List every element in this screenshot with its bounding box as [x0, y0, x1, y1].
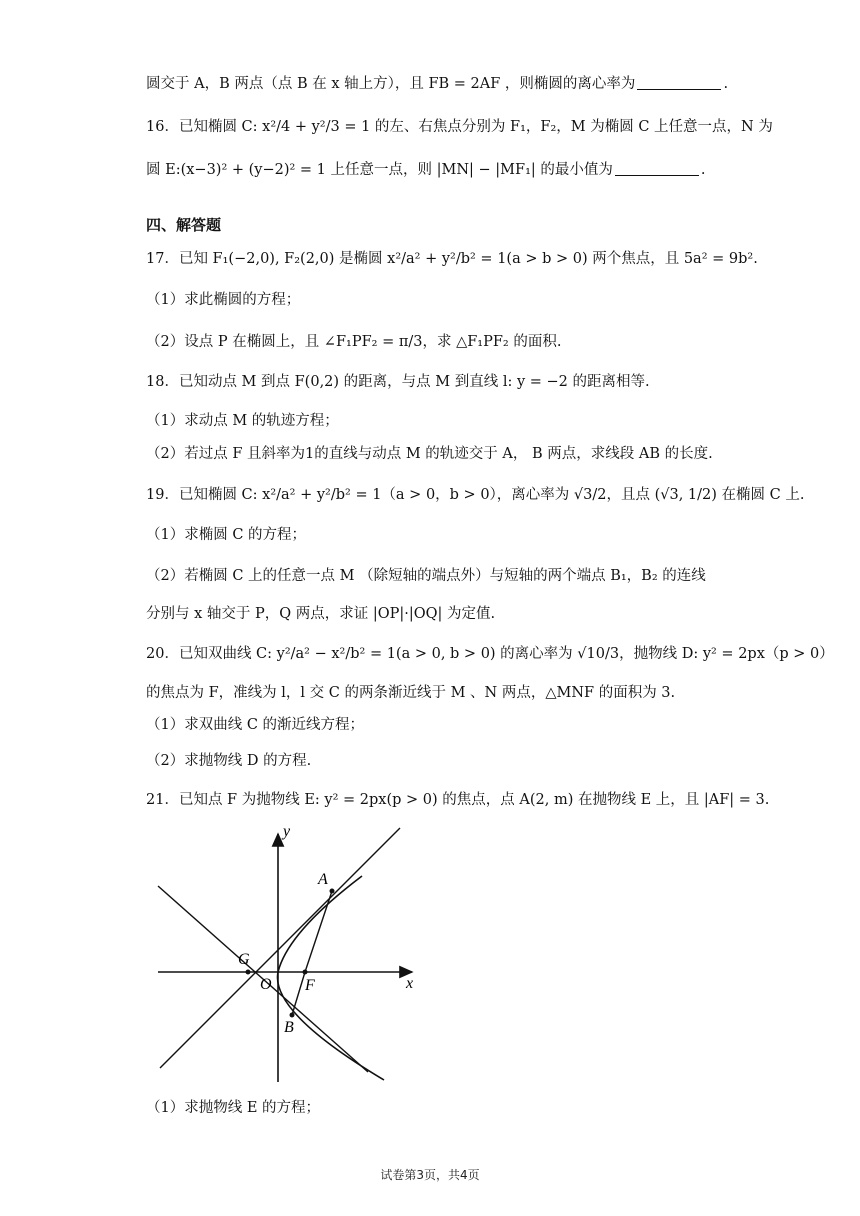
problem-18-part-1: （1）求动点 M 的轨迹方程； — [146, 413, 339, 429]
point-F — [303, 970, 308, 975]
problem-16-line-2 — [146, 160, 726, 180]
problem-19-part-2-line-1: （2）若椭圆 C 上的任意一点 M （除短轴的端点外）与短轴的两个端点 B₁，B₂ 的连线 — [146, 568, 706, 584]
segment-FB — [292, 972, 305, 1015]
problem-19-stem: 19．已知椭圆 C: x²/a² + y²/b² = 1（a > 0，b > 0），离心率为 √3/2，且点 (√3, 1/2) 在椭圆 C 上. — [146, 487, 805, 503]
problem-16-line-1 — [146, 117, 773, 137]
point-B — [290, 1013, 295, 1018]
problem-17-stem: 17．已知 F₁(−2,0), F₂(2,0) 是椭圆 x²/a² + y²/b² = 1(a > b > 0) 两个焦点，且 5a² = 9b². — [146, 251, 758, 267]
line-text: 圆 E:(x−3)² + (y−2)² = 1 上任意一点，则 |MN| − |MF₁| 的最小值为 — [146, 162, 613, 178]
label-O: O — [260, 976, 272, 993]
problem-17-part-1: （1）求此椭圆的方程； — [146, 292, 301, 308]
line-end: . — [723, 76, 729, 92]
problem-20-part-2: （2）求抛物线 D 的方程. — [146, 753, 312, 769]
problem-18-stem: 18．已知动点 M 到点 F(0,2) 的距离，与点 M 到直线 l: y = −2 的距离相等. — [146, 374, 650, 390]
problem-17-part-2: （2）设点 P 在椭圆上，且 ∠F₁PF₂ = π/3，求 △F₁PF₂ 的面积. — [146, 334, 562, 350]
problem-20-stem-line-1: 20．已知双曲线 C: y²/a² − x²/b² = 1(a > 0, b > 0) 的离心率为 √10/3，抛物线 D: y² = 2px（p > 0） — [146, 646, 834, 662]
answer-blank — [637, 75, 721, 90]
tangent-line-2 — [160, 828, 400, 1068]
parabola-diagram — [150, 820, 420, 1090]
problem-20-part-1: （1）求双曲线 C 的渐近线方程； — [146, 717, 365, 733]
problem-19-part-2-line-2: 分别与 x 轴交于 P，Q 两点，求证 |OP|·|OQ| 为定值. — [146, 606, 496, 622]
line-end: . — [700, 162, 706, 178]
point-G — [246, 970, 251, 975]
label-F: F — [305, 977, 315, 994]
section-heading: 四、解答题 — [146, 216, 222, 234]
problem-20-stem-line-2: 的焦点为 F，准线为 l，l 交 C 的两条渐近线于 M 、N 两点，△MNF 的面积为 3. — [146, 685, 676, 701]
problem-18-part-2: （2）若过点 F 且斜率为1的直线与动点 M 的轨迹交于 A， B 两点，求线段 AB 的长度. — [146, 446, 713, 462]
label-y: y — [283, 823, 291, 840]
problem-21-stem: 21．已知点 F 为抛物线 E: y² = 2px(p > 0) 的焦点，点 A(2, m) 在抛物线 E 上，且 |AF| = 3. — [146, 792, 770, 808]
label-B: B — [284, 1019, 294, 1036]
line-text: 16．已知椭圆 C: x²/4 + y²/3 = 1 的左、右焦点分别为 F₁，F₂，M 为椭圆 C 上任意一点，N 为 — [146, 119, 773, 135]
point-A — [330, 889, 335, 894]
label-A: A — [318, 871, 328, 888]
problem-19-part-1: （1）求椭圆 C 的方程； — [146, 527, 307, 543]
answer-blank — [615, 161, 699, 176]
parabola-figure — [150, 820, 420, 1090]
parabola-curve — [277, 876, 384, 1080]
problem-15-tail — [146, 74, 729, 94]
page-footer: 试卷第3页，共4页 — [380, 1168, 480, 1182]
line-text: 圆交于 A，B 两点（点 B 在 x 轴上方），且 FB = 2AF ，则椭圆的离心率为 — [146, 76, 636, 92]
problem-21-part-1: （1）求抛物线 E 的方程； — [146, 1100, 321, 1116]
segment-AF — [305, 891, 332, 972]
label-x: x — [406, 975, 414, 992]
label-G: G — [238, 951, 250, 968]
